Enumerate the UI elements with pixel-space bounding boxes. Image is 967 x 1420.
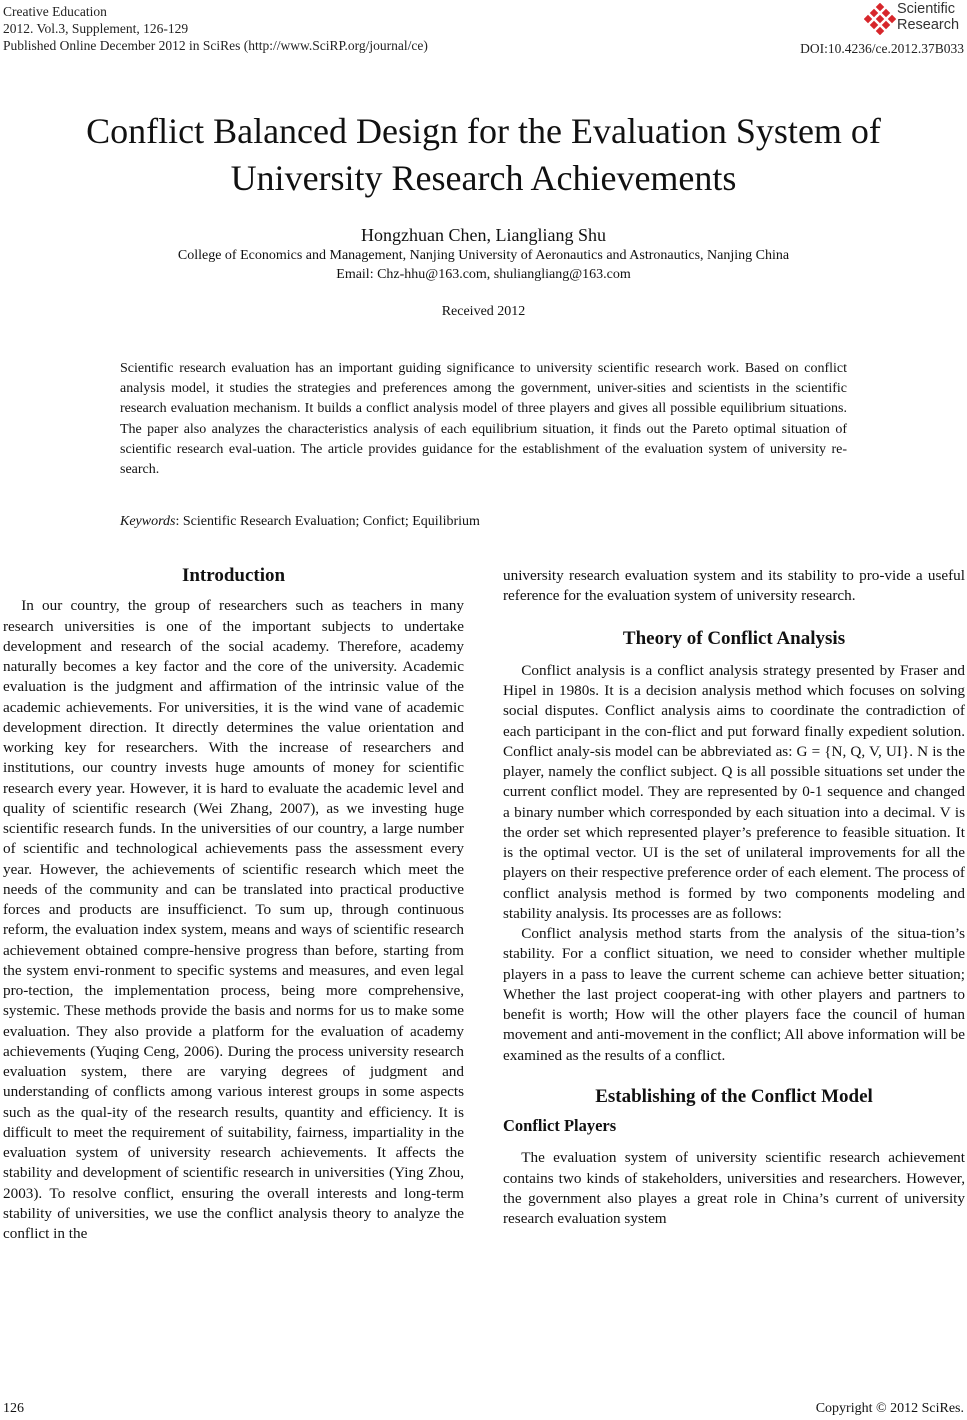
journal-header [3, 3, 428, 54]
scientific-research-logo [864, 1, 964, 37]
theory-heading: Theory of Conflict Analysis [622, 627, 846, 649]
abstract: Scientific research evaluation has an important guiding significance to university scientific research work. Based on conflict analysis model, it studies the strategies and preferences among the government, univer-sities and scientists in the scientific research evaluation mechanism. It builds a conflict analysis model of three players and gives all possible equilibrium situations. The paper also analyzes the characteristics analysis of each equilibrium situation, it finds out the Pareto optimal situation of scientific research eval-uation. The article provides guidance for the establishment of the evaluation system of university re-search. [120, 361, 847, 478]
introduction-continued: university research evaluation system and its stability to pro-vide a useful reference for the evaluation system of university research. [503, 567, 965, 605]
journal-volume: 2012. Vol.3, Supplement, 126-129 [3, 21, 189, 36]
theory-paragraph-1: Conflict analysis is a conflict analysis strategy presented by Fraser and Hipel in 1980s. It is a decision analysis method which focuses on solving social disputes. Conflict analysis aims to coordinate the contradiction of each participant in the con-flict and put forward finally expedient solution. Conflict analy-sis model can be abbreviated as: G = {N, Q, V, UI}. N is the player, namely the conflict subject. Q is all possible situations set under the current conflict model. They are represented by 0-1 sequence and changed a binary number which corresponded by each situation into a decimal. V is the order set which represented player’s preference to feasible situation. It is the optimal vector. UI is the set of unilateral improvements for all the players on their respective preference order of each element. The process of conflict analysis method is formed by two components modeling and stability analysis. Its processes are as follows: [503, 661, 965, 922]
title-line-2: University Research Achievements [230, 158, 737, 198]
logo-line-2: Research [897, 17, 960, 33]
introduction-paragraph: In our country, the group of researchers such as teachers in many research universities is one of the important subjects to undertake development and research of the social academy. Therefore, academy naturally becomes a key factor and the core of the university. Academic evaluation is the judgment and affirmation of the intrinsic value of the academic achievements. For universities, it is the wind vane of academic development direction. It directly determines the value orientation and working key for researchers. With the increase of researchers and institutions, our country invests huge amounts of money for scientific research every year. However, it is hard to evaluate the academic level and quality of scientific research (Wei Zhang, 2007), as we investing huge scientific research funds. In the universities of our country, a large number of scientific and technological achievements pass the assessment every year. However, the achievements of scientific research which meet the needs of the community and can be translated into practical productive forces and products are insufficienct. To sum up, through continuous reform, the evaluation index system, means and ways of scientific research achievement obtained compre-hensive progress than before, starting from the system envi-ronment to specific systems and measures, and even legal pro-tection, the implementation process, being more comprehensive, systemic. These methods provide the basis and norms for us to make some evaluation. They also provide a platform for the evaluation of academy achievements (Yuqing Ceng, 2006). During the process university research evaluation system, there are varying degrees of judgment and understanding of conflicts among various interest groups in some aspects such as the qual-ity of the research results, quantity and efficiency. It is difficult to meet the requirement of suitability, fairness, impartiality in the evaluation system of university research achievements. It affects the stability and development of scientific research in universities (Ying Zhou, 2003). To resolve conflict, ensuring the overall interests and long-term stability of universities, we use the conflict analysis theory to analyze the conflict in the [3, 597, 464, 1242]
logo-line-1: Scientific [897, 1, 956, 17]
received-date: Received 2012 [441, 304, 526, 319]
authors: Hongzhuan Chen, Liangliang Shu [361, 225, 606, 245]
copyright: Copyright © 2012 SciRes. [815, 1401, 964, 1416]
journal-published: Published Online December 2012 in SciRes (http://www.SciRP.org/journal/ce) [3, 38, 428, 53]
right-column [503, 566, 965, 1229]
logo-text [897, 1, 959, 33]
paper-title [0, 108, 967, 202]
theory-paragraph-2: Conflict analysis method starts from the analysis of the situa-tion’s stability. For a conflict situation, we need to consider whether multiple players in a pass to leave the current scheme can achieve better situation; Whether the last project cooperat-ing with other players and partners to benefit is worth; How will the other players face the council of human movement and anti-movement in the conflict; All above information will be examined as the results of a conflict. [503, 925, 965, 1064]
title-line-1: Conflict Balanced Design for the Evaluation System of [86, 111, 881, 151]
introduction-heading: Introduction [181, 565, 286, 586]
players-paragraph: The evaluation system of university scientific research achievement contains two kinds of stakeholders, universities and researchers. However, the government also playes a great role in China’s current of university research evaluation system [503, 1149, 965, 1227]
keywords [120, 514, 480, 530]
page-number: 126 [3, 1401, 24, 1416]
left-column [3, 566, 464, 1244]
diamond-grid-icon [864, 3, 896, 35]
doi: DOI:10.4236/ce.2012.37B033 [800, 41, 964, 56]
keywords-text: : Scientific Research Evaluation; Confict; Equilibrium [175, 514, 480, 529]
players-heading: Conflict Players [503, 1116, 617, 1135]
keywords-label: Keywords [120, 514, 176, 529]
email: Email: Chz-hhu@163.com, shuliangliang@163.com [336, 267, 631, 282]
journal-name: Creative Education [3, 4, 107, 19]
model-heading: Establishing of the Conflict Model [595, 1085, 873, 1107]
affiliation: College of Economics and Management, Nanjing University of Aeronautics and Astronautics, Nanjing China [177, 248, 790, 263]
